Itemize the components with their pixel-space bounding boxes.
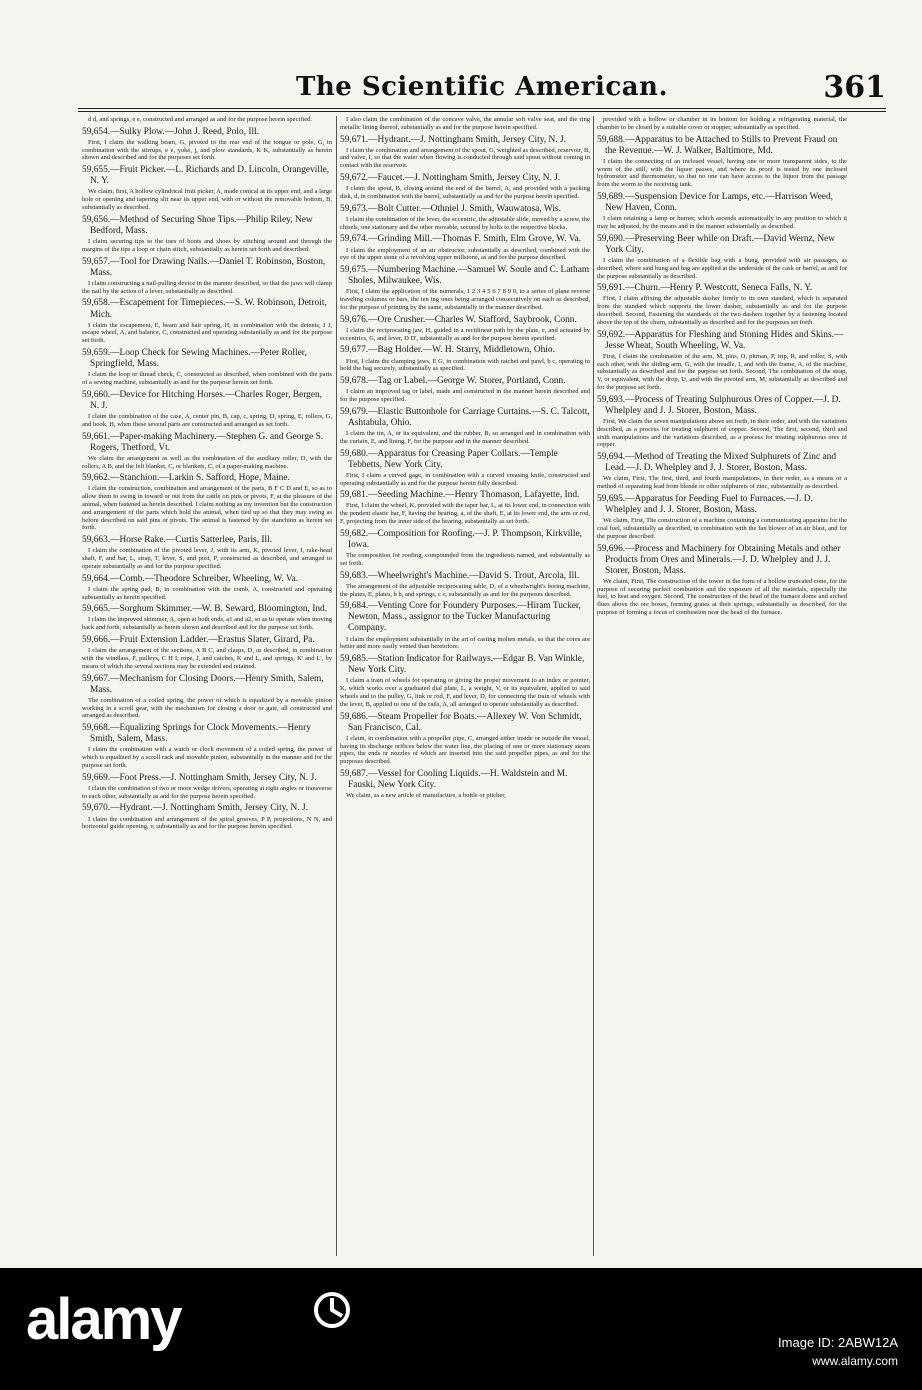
patent-claim-text: We claim, First, The first, third, and fourth manipulations, in their order, as a means or a method of separating lead from blende or other sulphurets of zinc, substantially as described. (597, 475, 847, 491)
patent-number: 59,680. (340, 448, 369, 459)
patent-number: 59,662. (82, 473, 111, 484)
patent-heading (340, 135, 590, 146)
column-divider (593, 116, 594, 1256)
patent-number: 59,668. (82, 723, 111, 734)
patent-title: —Comb.—Theodore Schreiber, Wheeling, W. Va. (110, 573, 299, 584)
patent-title: —Fruit Extension Ladder.—Erastus Slater, Girard, Pa. (110, 635, 315, 646)
patent-heading (597, 135, 847, 157)
patent-number: 59,681. (340, 490, 369, 501)
watermark-footer (0, 1268, 922, 1390)
patent-heading (82, 215, 332, 237)
patent-heading (340, 234, 590, 245)
patent-heading (340, 265, 590, 287)
patent-claim-text: I claim the combination of the pivoted lever, J, with its arm, K, pivoted lever, I, rake-head shaft, F, and bar, L, strap, T, lever, S, and post, P, constructed as described, and arranged to operate substantially as and for the purpose specified. (82, 547, 332, 570)
header-rule-secondary (78, 111, 886, 112)
patent-number: 59,658. (82, 298, 111, 309)
patent-number: 59,656. (82, 214, 111, 225)
patent-number: 59,671. (340, 134, 369, 145)
patent-number: 59,684. (340, 601, 369, 612)
patent-heading (82, 127, 332, 138)
patent-title: —Sulky Plow.—John J. Reed, Polo, Ill. (110, 126, 260, 137)
patent-heading (340, 529, 590, 551)
patent-claim-text: First, I claim a curved gage, in combination with a curved creasing knife, constructed and operating substantially as and for the purpose herein fully described. (340, 471, 590, 487)
patent-claim-text: I claim the tin, A, or its equivalent, and the rubber, B, so arranged and in combination with the curtain, E, and lining, F, for the purpose and in the manner described. (340, 429, 590, 445)
patent-claim-text: First, We claim the seven manipulations above set forth, in their order, and with the variations described, as a process for treating sulphuret of copper. Second, The first, second, third and sixth manipulations and the variations described, as a process for treating sulphurous ores of copper. (597, 417, 847, 449)
patent-number: 59,677. (340, 345, 369, 356)
patent-number: 59,682. (340, 528, 369, 539)
patent-heading (340, 654, 590, 676)
alamy-logo: alamy (26, 1287, 181, 1352)
patent-title: —Tag or Label.—George W. Storer, Portland, Conn. (368, 376, 566, 387)
patent-title: —Seeding Machine.—Henry Thomason, Lafayette, Ind. (368, 490, 580, 501)
patent-title: —Bolt Cutter.—Othniel J. Smith, Wauwatosa, Wis. (368, 203, 561, 214)
patent-heading (340, 345, 590, 356)
patent-heading (82, 257, 332, 279)
patent-heading (82, 635, 332, 646)
patent-title: —Mechanism for Closing Doors.—Henry Smith, Salem, Mass. (90, 673, 324, 695)
patent-claim-text: I claim constructing a nail-pulling device in the manner described, so that the jaws will clamp the nail by the action of a lever, substantially as described. (82, 279, 332, 295)
patent-title: —Fruit Picker.—L. Richards and D. Lincoln, Orangeville, N. Y. (90, 165, 330, 187)
patent-claim-text: I claim retaining a lamp or burner, which ascends automatically in any position to which it may be adjusted, by the means and in the manner substantially as described. (597, 215, 847, 230)
patent-claim-text: I claim the arrangement of the sections, A B C, and clasps, D, as described, in combination with the windlass, F, pulleys, C H I, rope, J, and catches, K and L, and springs, K' and L', by means of which the several sections may be extended and retained. (82, 647, 332, 670)
patent-claim-text: I claim the employment substantially in the art of casting molten metals, so that the cores are better and more easily vented than heretofore. (340, 635, 590, 651)
patent-title: —Bag Holder.—W. H. Starry, Middletown, Ohio. (368, 345, 555, 356)
patent-number: 59,659. (82, 348, 111, 358)
patent-title: —Steam Propeller for Boats.—Allexey W. Von Schmidt, San Francisco, Cal. (348, 711, 582, 733)
patent-number: 59,660. (82, 389, 111, 400)
patent-claim-text: First, I claim the application of the numerals, 1 2 3 4 5 6 7 8 9 0, to a series of plane reverse traveling columns or bars, the ten ing ones being arranged consecutively on each as described, for the purpose of printing by the same, substantially in the manner described. (340, 288, 590, 311)
patent-claim-text: We claim, First, The construction of the tower in the form of a hollow truncated cone, for the purpose of securing perfect combustion and the exposure of all the materials, especially the fuel, to heat and oxygen. Second, The construction of the head of the furnace dome and arched flues above the ore boxes, forming grates at their springs, substantially as described, for the purpose of forming a focus of combustion near the head of the furnace. (597, 577, 847, 616)
patent-title: —Hydrant.—J. Nottingham Smith, Jersey City, N. J. (368, 134, 566, 145)
patent-title: —Loop Check for Sewing Machines.—Peter Roller, Springfield, Mass. (90, 348, 307, 370)
patent-heading (340, 376, 590, 387)
patent-title: —Stanchion.—Larkin S. Safford, Hope, Maine. (110, 473, 290, 484)
patent-claim-text: I claim the combination and arrangement of the spiral grooves, P P, projections, N N, and horizontal guide opening, v, substantially as and for the purpose herein specified. (82, 815, 332, 831)
patent-claim-text: I claim the combination of two or more wedge drivers, operating at right angles or transverse to each other, substantially as and for the purpose herein specified. (82, 784, 332, 800)
patent-number: 59,664. (82, 573, 111, 584)
patent-heading (82, 535, 332, 546)
patent-title: —Apparatus to be Attached to Stills to Prevent Fraud on the Revenue.—W. J. Walker, Baltimore, Md. (605, 134, 838, 156)
patent-heading (82, 298, 332, 320)
patent-heading (82, 604, 332, 615)
patent-number: 59,667. (82, 673, 111, 684)
patent-claim-text: First, I claim the walking beam, G, pivoted to the rear end of the tongue or pole, G, in combination with the stirrups, e e, yoke, j, and plow standards, K K, substantially as herein shown and described and for the purposes set forth. (82, 138, 332, 162)
patent-number: 59,675. (340, 265, 369, 276)
column-divider (336, 116, 337, 1256)
patent-heading (82, 723, 332, 745)
patent-heading (597, 192, 847, 214)
patent-claim-text: We claim the arrangement as well as the combination of the auxiliary roller, D, with the rollers, A B, and the felt blanket, C, or blankets, C, of a paper-making machine. (82, 454, 332, 470)
header-rule (78, 108, 886, 109)
patent-title: —Sorghum Skimmer.—W. B. Seward, Bloomington, Ind. (110, 604, 328, 615)
patent-number: 59,666. (82, 635, 111, 646)
masthead (78, 68, 886, 108)
patent-title: —Device for Hitching Horses.—Charles Roger, Bergen, N. J. (90, 389, 323, 411)
patent-number: 59,665. (82, 604, 111, 615)
patent-title: —Grinding Mill.—Thomas F. Smith, Elm Grove, W. Va. (368, 234, 582, 245)
patent-heading (597, 494, 847, 516)
patent-title: —Apparatus for Creasing Paper Collars.—Temple Tebbetts, New York City. (348, 448, 558, 470)
patent-claim-text: I claim the improved skimmer, A, open at both ends, a1 and a2, so as to operate when moving back and forth, substantially as herein shown and described and for the purpose set forth. (82, 616, 332, 632)
patent-claim-text: I claim the loop or thread check, C, constructed as described, when combined with the parts of a sewing machine, substantially as and for the purpose herein set forth. (82, 371, 332, 386)
patent-claim-text: I claim the employment of an air obstructor, substantially as described, combined with the eye of the upper stone of a revolving upper millstone, as and for the purpose described. (340, 246, 590, 262)
patent-claim-text: The combination of a coiled spring, the power of which is equalized by a movable pinion working in a scroll gear, with the mechanism for closing a door or gate, all constructed and arranged as described. (82, 696, 332, 720)
patent-title: —Suspension Device for Lamps, etc.—Harrison Weed, New Haven, Conn. (605, 191, 833, 214)
column-intro-text: d d, and springs, e e, constructed and arranged as and for the purpose herein specified. (88, 116, 312, 123)
patent-number: 59,696. (597, 543, 626, 554)
patent-claim-text: I claim the combination with a watch or clock movement of a coiled spring, the power of which is equalized by a scroll rack and movable pinion, substantially in the manner and for the purpose set forth. (82, 746, 332, 769)
patent-title: —Apparatus for Fleshing and Stoning Hides and Skins.—Jesse Wheat, South Wheeling, W. Va. (605, 329, 844, 351)
patent-number: 59,687. (340, 768, 369, 779)
patent-number: 59,678. (340, 376, 369, 387)
column-left (82, 116, 332, 1256)
patent-claim-text: I claim the spring pad, B, in combination with the comb, A, constructed and operating substantially as herein specified. (82, 585, 332, 601)
patent-title: —Equalizing Springs for Clock Movements.—Henry Smith, Salem, Mass. (90, 723, 311, 745)
patent-claim-text: I claim securing tips to the toes of boots and shoes by stitching around and through the margins of the tips a loop or chain stitch, substantially as herein set forth and described. (82, 238, 332, 253)
patent-heading (597, 234, 847, 256)
patent-heading (82, 348, 332, 370)
patent-number: 59,690. (597, 233, 626, 244)
patent-claim-text: I claim the reciprocating jaw, H, guided in a rectilinear path by the plate, e, and actuated by eccentrics, G, and lever, D D', substantially as and for the purpose herein specified. (340, 326, 590, 342)
patent-number: 59,691. (597, 283, 626, 294)
column-right (597, 116, 847, 1256)
patent-number: 59,676. (340, 314, 369, 325)
patent-number: 59,663. (82, 535, 111, 546)
patent-number: 59,670. (82, 803, 111, 814)
patent-claim-text: We claim, as a new article of manufacture, a bottle or pitcher, (346, 792, 506, 800)
patent-title: —Ore Crusher.—Charles W. Stafford, Saybrook, Conn. (368, 314, 577, 325)
patent-claim-text: I claim the combination of the lever, the eccentric, the adjustable slide, moved by a screw, the chisels, one stationary and the other movable, secured by bolts to the respective blocks. (340, 215, 590, 231)
column-intro-text: I also claim the combination of the concave valve, the annular soft valve seat, and the ring metallic lining thereof, substantially as and for the purpose herein specified. (340, 116, 590, 131)
patent-heading (340, 173, 590, 184)
patent-heading (340, 601, 590, 634)
patent-title: —Horse Rake.—Curtis Satterlee, Paris, Ill. (110, 535, 273, 546)
patent-claim-text: We claim, first, A hollow cylindrical fruit picker, A, made conical at its upper end, and a large hole or opening and tapering slit near its upper end, with or without the removable bottom, B, substantially as described. (82, 188, 332, 212)
patent-heading (597, 283, 847, 294)
patent-claim-text: First, I claim the wheel, K, provided with the taper bar, L, at its lower end, in connection with the pendent elastic bar, F, having the bearing, a, of the shaft, E, at its lower end, the arm or rod, F, projecting from the inner side of the bearing, substantially as set forth. (340, 502, 590, 526)
patent-heading (340, 204, 590, 215)
patent-title: —Elastic Buttonhole for Carriage Curtains.—S. C. Talcott, Ashtabula, Ohio. (348, 406, 590, 428)
patent-heading (597, 395, 847, 417)
patent-number: 59,686. (340, 711, 369, 722)
patent-heading (340, 490, 590, 501)
patent-title: —Hydrant.—J. Nottingham Smith, Jersey City, N. J. (110, 803, 308, 814)
patent-title: —Apparatus for Feeding Fuel to Furnaces.—J. D. Whelpley and J. J. Storer, Boston, Mass. (605, 493, 813, 516)
patent-number: 59,673. (340, 203, 369, 214)
patent-heading (340, 315, 590, 326)
patent-number: 59,695. (597, 493, 626, 504)
page-title: The Scientific American. (295, 72, 669, 102)
patent-claim-text: I claim the combination and arrangement of the spout, G, weighted as described, reservoir, B, and valve, I, so that the water when flowing is conducted through said spout without coming in contact with the reservoir. (340, 146, 590, 170)
patent-number: 59,693. (597, 394, 626, 405)
patent-heading (597, 452, 847, 474)
patent-number: 59,655. (82, 165, 111, 176)
column-middle (340, 116, 590, 1256)
patent-claim-text: I claim the combination of the case, A, center pin, B, cap, c, spring, D, spring, E, rollers, G, and hook, H, when these several parts are constructed and arranged as set forth. (82, 412, 332, 428)
patent-title: —Station Indicator for Railways.—Edgar B. Van Winkle, New York City. (348, 654, 585, 676)
patent-heading (340, 449, 590, 471)
patent-claim-text: I claim the construction, combination and arrangement of the parts, B F C D and E, so as to allow them to swing in toward or out from the cattle on pins or pivots, F, at the pleasure of the animal, when fastened as herein described. I claim nothing as my invention but the construction and arrangement of the parts which hold the animal, when tied up so that they may swing as before described on said pins or pivots. The animal is fastened by the stanchion as herein set forth. (82, 485, 332, 532)
patent-number: 59,674. (340, 234, 369, 245)
patent-title: —Escapement for Timepieces.—S. W. Robinson, Detroit, Mich. (90, 298, 327, 320)
patent-title: —Preserving Beer while on Draft.—David Wernz, New York City. (605, 233, 836, 255)
patent-number: 59,657. (82, 256, 111, 267)
patent-number: 59,694. (597, 452, 626, 463)
page-number: 361 (823, 70, 886, 105)
patent-title: —Process of Treating Sulphurous Ores of Copper.—J. D. Whelpley and J. J. Storer, Boston, Mass. (605, 394, 841, 416)
patent-title: —Foot Press.—J. Nottingham Smith, Jersey City, N. J. (110, 772, 317, 783)
column-intro-text: provided with a hollow or chamber in its bottom for holding a refrigerating material, the chamber to be closed by a suitable cover or stopper, substantially as specified. (597, 116, 847, 131)
patent-heading (597, 544, 847, 577)
patent-title: —Faucet.—J. Nottingham Smith, Jersey City, N. J. (368, 173, 561, 184)
alamy-logo-icon (312, 1290, 352, 1330)
patent-heading (340, 571, 590, 582)
patent-heading (82, 390, 332, 412)
patent-title: —Numbering Machine.—Samuel W. Soule and C. Latham Sholes, Milwaukee, Wis. (348, 265, 590, 287)
patent-claim-text: The arrangement of the adjustable reciprocating table, D, of a wheelwright's boring machine, the plates, E, plates, b b, and springs, c c, substantially as and for the purposes described. (340, 582, 590, 598)
patent-number: 59,688. (597, 134, 626, 145)
patent-number: 59,679. (340, 406, 369, 417)
patent-heading (340, 407, 590, 429)
patent-claim-text: I claim an improved tag or label, made and constructed in the manner herein described and for the purpose specified. (340, 388, 590, 403)
patent-heading (340, 769, 590, 791)
image-url: www.alamy.com (812, 1353, 898, 1368)
patent-heading (82, 773, 332, 784)
patent-claim-text: First, I claim the clamping jaws, E G, in combination with ratchet and pawl, b c, operating to hold the bag securely, substantially as specified. (340, 357, 590, 373)
patent-number: 59,661. (82, 431, 111, 442)
patent-title: —Process and Machinery for Obtaining Metals and other Products from Ores and Minerals.—J. D. Whelpley and J. J. Storer, Boston, Mass. (605, 543, 841, 576)
patent-title: —Tool for Drawing Nails.—Daniel T. Robinson, Boston, Mass. (90, 256, 326, 278)
patent-title: —Churn.—Henry P. Westcott, Seneca Falls, N. Y. (625, 283, 813, 294)
patent-number: 59,669. (82, 772, 111, 783)
patent-claim-text: First, I claim the combination of the arm, M, pins, O, pitman, P, trip, R, and roller, S, with each other, with the sliding arm, G, with the treadle, I, and with the frame, A, of the machine, substantially as described and for the purpose set forth. Second, The combination of the strap, V, or equivalent, with the drop, U, and with the pivoted arm, M, substantially as described and for the purpose set forth. (597, 352, 847, 391)
patent-claim-text: I claim a train of wheels for operating or giving the proper movement to an index or pointer, K, which works over a graduated dial plate, L, a weight, V, or its equivalent, applied to said wheels and to the pulley, G, link or rod, F, and lever, D, for connecting the train of wheels with the lever, B, applied to one of the rails, A, all arranged to operate substantially as described. (340, 677, 590, 708)
patent-heading (597, 330, 847, 352)
patent-claim-text: The composition for roofing, compounded from the ingredients named, and substantially as set forth. (340, 552, 590, 567)
patent-title: —Venting Core for Foundery Purposes.—Hiram Tucker, Newton, Mass., assignor to the Tucker Manufacturing Company. (348, 601, 582, 634)
patent-number: 59,654. (82, 126, 111, 137)
patent-heading (82, 473, 332, 484)
patent-heading (340, 712, 590, 734)
patent-claim-text: We claim, First, The construction of a machine containing a communicating apparatus for the coal fuel, substantially as described, in combination with the fan blower of an air blast, and for the purpose described. (597, 517, 847, 540)
patent-number: 59,683. (340, 570, 369, 581)
patent-number: 59,672. (340, 173, 369, 184)
patent-claim-text: First, I claim affixing the adjustable dasher firmly to its own standard, which is separated from the standard which supports the lower dasher, substantially as and for the purpose described. Second, Fastening the standards of the two dashers together by a fastening located above the top of the churn, substantially as described and for the purposes set forth. (597, 295, 847, 326)
image-id: Image ID: 2ABW12A (778, 1335, 898, 1350)
patent-heading (82, 674, 332, 696)
patent-number: 59,692. (597, 329, 626, 340)
patent-heading (82, 574, 332, 585)
patent-title: —Paper-making Machinery.—Stephen G. and George S. Rogers, Thetford, Vt. (90, 431, 324, 453)
patent-title: —Method of Securing Shoe Tips.—Philip Riley, New Bedford, Mass. (90, 214, 313, 236)
patent-title: —Method of Treating the Mixed Sulphurets of Zinc and Lead.—J. D. Whelpley and J. J. Storer, Boston, Mass. (605, 452, 837, 474)
patent-title: —Vessel for Cooling Liquids.—H. Waldstein and M. Fauski, New York City. (348, 768, 568, 791)
patent-heading (82, 432, 332, 454)
patent-claim-text: I claim the spout, B, closing around the end of the barrel, A, and provided with a packing disk, d, in combination with the barrel, substantially as and for the purpose herein specified. (340, 185, 590, 200)
patent-heading (82, 803, 332, 814)
patent-claim-text: I claim the escapement, E, beam and hair spring, H, in combination with the detents, I J, escape wheel, A, and balance, C, constructed and operating substantially as and for the purpose set forth. (82, 321, 332, 345)
patent-title: —Wheelwright's Machine.—David S. Trout, Arcola, Ill. (368, 570, 580, 581)
patent-claim-text: I claim the combination of a flexible bag with a bung, provided with air passages, as described, where said bung and bag are applied at the underside of the cask or barrel, as and for the purpose substantially as described. (597, 256, 847, 280)
image-meta (778, 1334, 898, 1370)
patent-number: 59,689. (597, 191, 626, 202)
patent-claim-text: I claim the connecting of an inclosed vessel, having one or more transparent sides, to the worm of the still, with the liquor passes, and where its proof is tested by one inclosed hydrometer and thermometer, so that no one can have access to the liquor from the passage from the worm to the receiving tank. (597, 157, 847, 189)
patent-heading (82, 165, 332, 187)
patent-number: 59,685. (340, 654, 369, 665)
patent-claim-text: I claim, in combination with a propeller pipe, C, arranged either inside or outside the vessel, having its discharge orifices below the water line, the placing of one or more stationary steam pipes, the ends or nozzles of which are inserted into the said propeller pipes, as and for the purposes described. (340, 734, 590, 766)
patent-title: —Composition for Roofing.—J. P. Thompson, Kirkville, Iowa. (348, 528, 583, 550)
